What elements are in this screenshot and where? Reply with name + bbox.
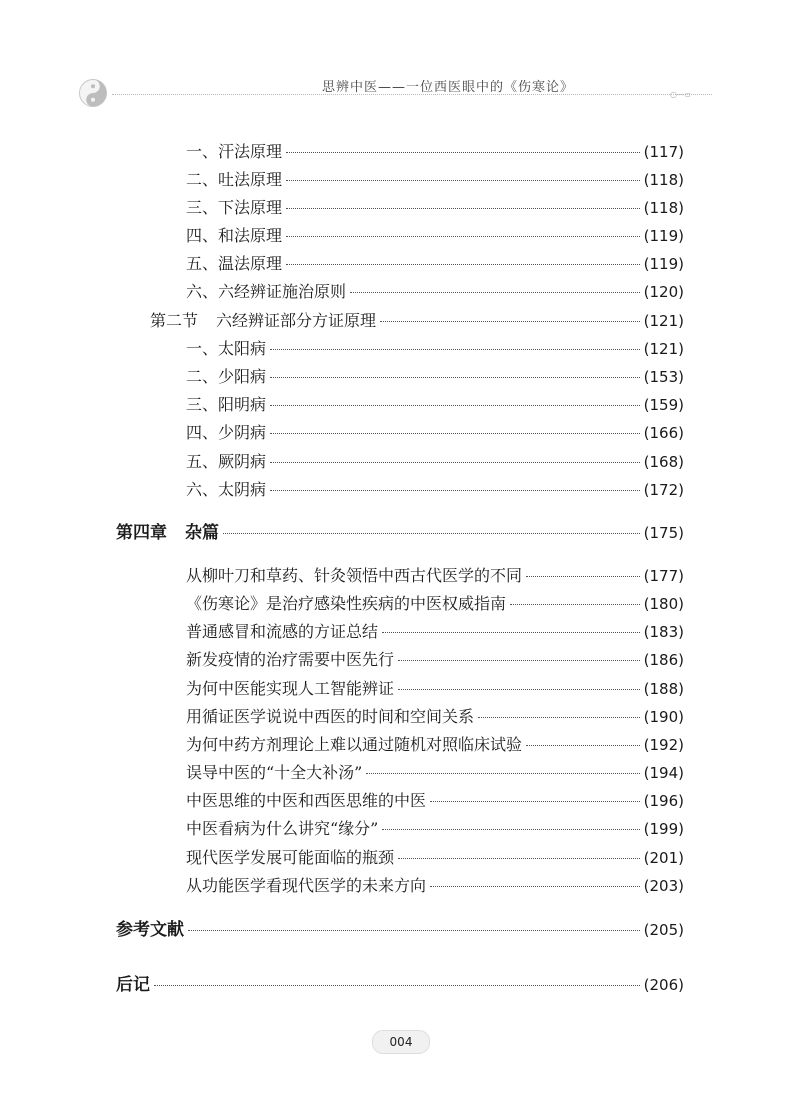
toc-entry[interactable] [186, 336, 684, 360]
toc-entry-page: (205) [643, 921, 684, 939]
toc-entry-page: (168) [643, 453, 684, 471]
toc-entry[interactable] [186, 477, 684, 501]
toc-entry-title: 用循证医学说说中西医的时间和空间关系 [186, 707, 475, 726]
dot-leader [366, 773, 639, 774]
toc-afterword-entry[interactable] [116, 970, 684, 994]
dot-leader [398, 858, 640, 859]
toc-entry-title: 新发疫情的治疗需要中医先行 [186, 650, 395, 669]
toc-entry[interactable] [186, 591, 684, 615]
toc-entry-title: 四、和法原理 [186, 226, 283, 245]
toc-entry[interactable] [186, 279, 684, 303]
afterword-title: 后记 [116, 975, 150, 995]
dot-leader [380, 321, 640, 322]
toc-entry-page: (180) [643, 595, 684, 613]
toc-entry-title: 四、少阴病 [186, 423, 267, 442]
toc-entry-title: 六、六经辨证施治原则 [186, 282, 347, 301]
toc-entry[interactable] [186, 563, 684, 587]
dot-leader [430, 886, 640, 887]
toc-entry-title: 三、下法原理 [186, 198, 283, 217]
toc-entry[interactable] [186, 420, 684, 444]
dot-leader [350, 292, 640, 293]
dot-leader [398, 660, 640, 661]
dot-leader [526, 745, 640, 746]
toc-entry-page: (188) [643, 680, 684, 698]
dot-leader [188, 930, 640, 931]
toc-entry-page: (121) [643, 312, 684, 330]
toc-entry-page: (117) [643, 143, 684, 161]
dot-leader [270, 349, 640, 350]
toc-entry-title: 六、太阴病 [186, 480, 267, 499]
dot-leader [223, 533, 640, 534]
toc-entry[interactable] [186, 139, 684, 163]
toc-entry-title: 为何中药方剂理论上难以通过随机对照临床试验 [186, 735, 523, 754]
toc-entry[interactable] [186, 223, 684, 247]
chapter-label: 第四章 [116, 523, 167, 543]
toc-entry-title: 普通感冒和流感的方证总结 [186, 622, 379, 641]
dot-leader [478, 717, 640, 718]
toc-entry-title: 一、汗法原理 [186, 142, 283, 161]
toc-entry[interactable] [186, 732, 684, 756]
toc-entry[interactable] [186, 845, 684, 869]
toc-entry-page: (203) [643, 877, 684, 895]
toc-entry-page: (206) [643, 976, 684, 994]
toc-entry-page: (192) [643, 736, 684, 754]
header-title: 思辨中医——一位西医眼中的《伤寒论》 [321, 80, 574, 95]
toc-entry-page: (199) [643, 820, 684, 838]
toc-entry[interactable] [186, 873, 684, 897]
toc-entry[interactable] [186, 167, 684, 191]
toc-entry-page: (201) [643, 849, 684, 867]
toc-entry[interactable] [186, 251, 684, 275]
toc-entry-page: (194) [643, 764, 684, 782]
chapter-title: 杂篇 [185, 523, 219, 543]
toc-references-entry[interactable] [116, 915, 684, 939]
toc-entry[interactable] [186, 364, 684, 388]
toc-chapter-entry[interactable] [116, 518, 684, 542]
toc-entry-title: 五、厥阴病 [186, 452, 267, 471]
toc-entry-page: (119) [643, 227, 684, 245]
toc-entry[interactable] [186, 676, 684, 700]
toc-entry[interactable] [186, 619, 684, 643]
dot-leader [510, 604, 640, 605]
toc-entry-title: 《伤寒论》是治疗感染性疾病的中医权威指南 [186, 594, 507, 613]
toc-entry[interactable] [186, 788, 684, 812]
toc-entry[interactable] [186, 760, 684, 784]
toc-entry[interactable] [186, 816, 684, 840]
dot-leader [526, 576, 640, 577]
toc-entry-page: (166) [643, 424, 684, 442]
toc-entry-title: 一、太阳病 [186, 339, 267, 358]
dot-leader [286, 152, 640, 153]
toc-entry-title: 三、阳明病 [186, 395, 267, 414]
toc-entry[interactable] [186, 195, 684, 219]
toc-entry-title: 误导中医的“十全大补汤” [186, 763, 363, 782]
section-title: 六经辨证部分方证原理 [216, 311, 377, 330]
toc-entry-page: (121) [643, 340, 684, 358]
page-number: 004 [372, 1030, 430, 1054]
toc-entry[interactable] [186, 704, 684, 728]
toc-entry[interactable] [186, 392, 684, 416]
dot-leader [270, 462, 640, 463]
dot-leader [286, 180, 640, 181]
dot-leader [382, 829, 639, 830]
section-label: 第二节 [150, 311, 199, 330]
dot-leader [398, 689, 640, 690]
toc-entry-title: 二、吐法原理 [186, 170, 283, 189]
toc-entry-page: (186) [643, 651, 684, 669]
toc-entry-title: 从柳叶刀和草药、针灸领悟中西古代医学的不同 [186, 566, 523, 585]
toc-entry-page: (119) [643, 255, 684, 273]
toc-entry-title: 从功能医学看现代医学的未来方向 [186, 876, 427, 895]
references-title: 参考文献 [116, 920, 184, 940]
toc-entry-title: 为何中医能实现人工智能辨证 [186, 679, 395, 698]
toc-entry-page: (172) [643, 481, 684, 499]
toc-entry-page: (153) [643, 368, 684, 386]
toc-entry-page: (120) [643, 283, 684, 301]
toc-entry-page: (183) [643, 623, 684, 641]
dot-leader [382, 632, 640, 633]
dot-leader [286, 264, 640, 265]
toc-entry-title: 二、少阳病 [186, 367, 267, 386]
toc-entry-title: 现代医学发展可能面临的瓶颈 [186, 848, 395, 867]
dot-leader [270, 490, 640, 491]
toc-entry[interactable] [186, 449, 684, 473]
toc-entry-page: (190) [643, 708, 684, 726]
header-ornament: ○—▫ [670, 90, 691, 99]
dot-leader [286, 236, 640, 237]
dot-leader [286, 208, 640, 209]
dot-leader [270, 433, 640, 434]
toc-entry-title: 五、温法原理 [186, 254, 283, 273]
toc-entry[interactable] [186, 647, 684, 671]
dot-leader [270, 377, 640, 378]
dot-leader [270, 405, 640, 406]
toc-entry-page: (118) [643, 199, 684, 217]
toc-entry-page: (118) [643, 171, 684, 189]
toc-entry-page: (159) [643, 396, 684, 414]
toc-entry-page: (175) [643, 524, 684, 542]
toc-entry-title: 中医看病为什么讲究“缘分” [186, 819, 379, 838]
toc-entry-title: 中医思维的中医和西医思维的中医 [186, 791, 427, 810]
dot-leader [430, 801, 640, 802]
toc-section-entry[interactable] [150, 308, 684, 332]
toc-entry-page: (196) [643, 792, 684, 810]
dot-leader [154, 985, 640, 986]
toc-entry-page: (177) [643, 567, 684, 585]
